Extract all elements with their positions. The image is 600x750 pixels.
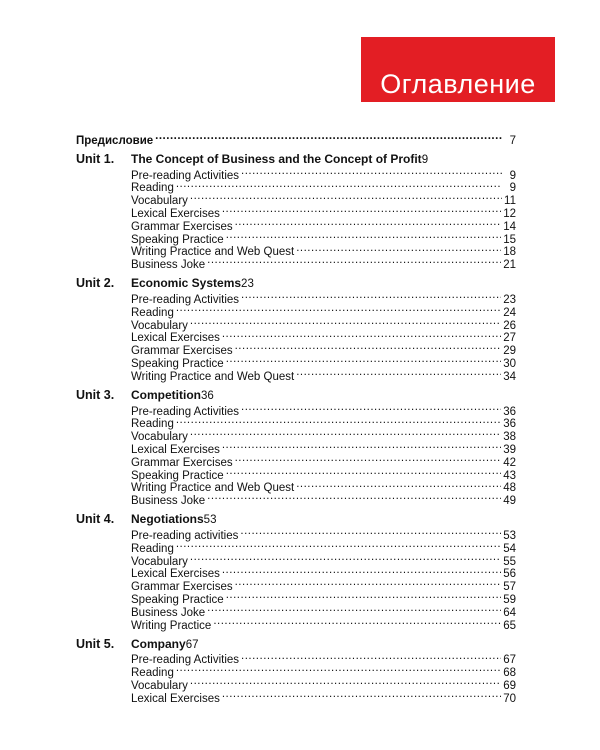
toc-entry[interactable] <box>131 689 516 705</box>
toc-entry[interactable] <box>131 179 516 195</box>
dot-leader <box>176 539 501 552</box>
toc-entry-page: 43 <box>503 469 516 482</box>
toc-entry[interactable] <box>131 676 516 692</box>
toc-entry-page: 36 <box>503 405 516 418</box>
toc-entry-label: Grammar Exercises <box>131 220 233 233</box>
toc-entry-page: 15 <box>503 233 516 246</box>
dot-leader <box>190 676 501 689</box>
dot-leader <box>222 204 501 217</box>
unit-title: The Concept of Business and the Concept of Profit <box>131 151 422 166</box>
toc-entry-page: 9 <box>509 169 516 182</box>
dot-leader <box>226 590 502 603</box>
toc-entry-label: Pre-reading Activities <box>131 654 240 667</box>
dot-leader <box>190 316 501 329</box>
unit-items <box>131 651 516 705</box>
toc-entry[interactable] <box>131 402 516 418</box>
dot-leader <box>296 367 501 380</box>
toc-entry-page: 56 <box>503 568 516 581</box>
dot-leader <box>226 230 502 243</box>
preface-entry[interactable] <box>76 131 516 147</box>
unit-page-number: 67 <box>185 638 199 651</box>
toc-entry[interactable] <box>131 440 516 456</box>
dot-leader <box>241 402 501 415</box>
toc-entry-page: 64 <box>503 606 516 619</box>
toc-entry-page: 49 <box>503 495 516 508</box>
toc-entry[interactable] <box>131 204 516 220</box>
dot-leader <box>226 354 502 367</box>
toc-entry-label: Writing Practice and Web Quest <box>131 370 295 383</box>
toc-entry-page: 39 <box>503 443 516 456</box>
toc-entry-label: Grammar Exercises <box>131 345 233 358</box>
unit-items <box>131 290 516 383</box>
table-of-contents <box>76 131 516 705</box>
dot-leader <box>222 440 501 453</box>
dot-leader <box>241 651 501 664</box>
toc-entry-page: 68 <box>503 667 516 680</box>
toc-entry[interactable] <box>131 329 516 345</box>
title-banner <box>361 37 555 102</box>
unit-section <box>76 276 516 383</box>
toc-entry-label: Grammar Exercises <box>131 581 233 594</box>
dot-leader <box>235 453 502 466</box>
toc-entry-page: 24 <box>503 306 516 319</box>
toc-entry[interactable] <box>131 191 516 208</box>
toc-entry[interactable] <box>131 651 516 667</box>
unit-page-number: 9 <box>421 153 429 166</box>
unit-title: Company <box>131 636 186 651</box>
toc-entry-label: Grammar Exercises <box>131 456 233 469</box>
dot-leader <box>235 341 502 354</box>
dot-leader <box>240 526 501 539</box>
toc-entry-page: 18 <box>503 246 516 259</box>
toc-entry-page: 67 <box>503 654 516 667</box>
dot-leader <box>213 616 501 629</box>
toc-entry-page: 12 <box>503 207 516 220</box>
toc-entry-label: Pre-reading Activities <box>131 405 240 418</box>
toc-entry-page: 27 <box>503 332 516 345</box>
unit-section <box>76 636 516 705</box>
units-list <box>76 151 516 705</box>
unit-number: Unit 1. <box>76 151 115 166</box>
toc-entry-label: Business Joke <box>131 259 206 272</box>
toc-entry[interactable] <box>131 427 516 444</box>
toc-entry-label: Pre-reading Activities <box>131 293 240 306</box>
dot-leader <box>176 663 501 676</box>
dot-leader <box>176 415 501 428</box>
unit-items <box>131 526 516 632</box>
toc-entry[interactable] <box>131 166 516 182</box>
toc-entry-page: 14 <box>503 220 516 233</box>
toc-entry-label: Lexical Exercises <box>131 332 220 345</box>
toc-entry-page: 26 <box>503 319 516 332</box>
unit-page-number: 23 <box>241 278 254 291</box>
dot-leader <box>296 243 501 256</box>
dot-leader <box>235 577 502 590</box>
toc-entry[interactable] <box>131 552 516 568</box>
toc-entry-page: 9 <box>509 182 516 195</box>
toc-entry-page: 54 <box>503 542 516 555</box>
unit-heading[interactable] <box>76 513 516 526</box>
toc-entry-page: 30 <box>503 357 516 370</box>
toc-entry-page: 29 <box>503 345 516 358</box>
toc-entry-label: Speaking Practice <box>131 593 224 606</box>
dot-leader <box>155 131 502 144</box>
toc-entry[interactable] <box>131 415 516 431</box>
toc-entry-label: Vocabulary <box>131 431 188 444</box>
toc-entry-label: Vocabulary <box>131 679 188 692</box>
toc-entry-page: 69 <box>503 679 516 692</box>
toc-entry-label: Business Joke <box>131 606 206 619</box>
toc-entry[interactable] <box>131 290 516 306</box>
dot-leader <box>296 479 501 492</box>
unit-section <box>76 387 516 508</box>
unit-heading[interactable] <box>76 638 516 651</box>
dot-leader <box>222 689 501 702</box>
dot-leader <box>222 329 501 342</box>
toc-entry-label: Writing Practice <box>131 619 212 632</box>
toc-entry-label: Speaking Practice <box>131 233 224 246</box>
unit-page-number: 53 <box>203 514 217 527</box>
toc-entry-page: 65 <box>503 619 516 632</box>
toc-entry[interactable] <box>131 526 516 542</box>
dot-leader <box>241 166 502 179</box>
toc-entry-label: Reading <box>131 667 174 680</box>
dot-leader <box>190 191 502 204</box>
dot-leader <box>235 217 502 230</box>
toc-entry-label: Vocabulary <box>131 195 188 208</box>
toc-entry-page: 53 <box>503 529 516 542</box>
preface-page: 7 <box>509 134 516 147</box>
toc-entry-page: 55 <box>503 555 516 568</box>
toc-entry-page: 57 <box>503 581 516 594</box>
toc-entry-label: Lexical Exercises <box>131 207 220 220</box>
toc-entry-label: Vocabulary <box>131 319 188 332</box>
unit-title: Competition <box>131 387 201 402</box>
unit-title: Negotiations <box>131 512 204 527</box>
toc-entry-page: 59 <box>503 593 516 606</box>
toc-entry-page: 23 <box>503 293 516 306</box>
unit-number: Unit 4. <box>76 512 115 527</box>
dot-leader <box>190 427 501 440</box>
unit-page-number: 36 <box>201 389 214 402</box>
toc-entry-label: Lexical Exercises <box>131 692 220 705</box>
toc-entry-page: 38 <box>503 431 516 444</box>
dot-leader <box>222 565 501 578</box>
unit-items <box>131 166 516 272</box>
toc-entry-page: 36 <box>503 418 516 431</box>
toc-entry-label: Reading <box>131 182 174 195</box>
toc-entry-label: Speaking Practice <box>131 357 224 370</box>
unit-section <box>76 512 516 632</box>
unit-items <box>131 402 516 508</box>
toc-entry-label: Pre-reading Activities <box>131 169 240 182</box>
unit-heading[interactable] <box>76 389 516 402</box>
toc-entry-label: Lexical Exercises <box>131 568 220 581</box>
page-title: Оглавление <box>380 69 536 99</box>
toc-entry-label: Vocabulary <box>131 555 188 568</box>
toc-entry-label: Reading <box>131 306 174 319</box>
unit-section <box>76 151 516 272</box>
unit-title: Economic Systems <box>131 276 242 291</box>
toc-entry[interactable] <box>131 565 516 581</box>
preface-label: Предисловие <box>76 134 154 147</box>
toc-entry[interactable] <box>131 316 516 332</box>
unit-heading[interactable] <box>76 153 516 166</box>
unit-heading[interactable] <box>76 277 516 290</box>
dot-leader <box>176 179 502 192</box>
toc-entry-label: Writing Practice and Web Quest <box>131 482 295 495</box>
toc-entry-label: Business Joke <box>131 495 206 508</box>
toc-entry-label: Speaking Practice <box>131 469 224 482</box>
toc-entry-label: Lexical Exercises <box>131 443 220 456</box>
dot-leader <box>207 255 501 268</box>
toc-entry-page: 48 <box>503 482 516 495</box>
unit-number: Unit 3. <box>76 387 115 402</box>
toc-entry[interactable] <box>131 663 516 680</box>
toc-entry-page: 70 <box>503 692 516 705</box>
toc-entry-label: Pre-reading activities <box>131 529 239 542</box>
toc-entry-label: Reading <box>131 418 174 431</box>
toc-entry-page: 21 <box>503 259 516 272</box>
unit-number: Unit 2. <box>76 276 115 291</box>
toc-entry-page: 34 <box>503 370 516 383</box>
dot-leader <box>190 552 501 565</box>
dot-leader <box>241 290 501 303</box>
toc-entry-label: Reading <box>131 542 174 555</box>
toc-entry[interactable] <box>131 303 516 319</box>
toc-entry-page: 11 <box>504 195 516 208</box>
unit-number: Unit 5. <box>76 636 115 651</box>
toc-entry-page: 42 <box>503 456 516 469</box>
dot-leader <box>226 466 502 479</box>
dot-leader <box>176 303 501 316</box>
dot-leader <box>207 491 501 504</box>
toc-entry[interactable] <box>131 539 516 555</box>
dot-leader <box>207 603 501 616</box>
toc-entry-label: Writing Practice and Web Quest <box>131 246 295 259</box>
